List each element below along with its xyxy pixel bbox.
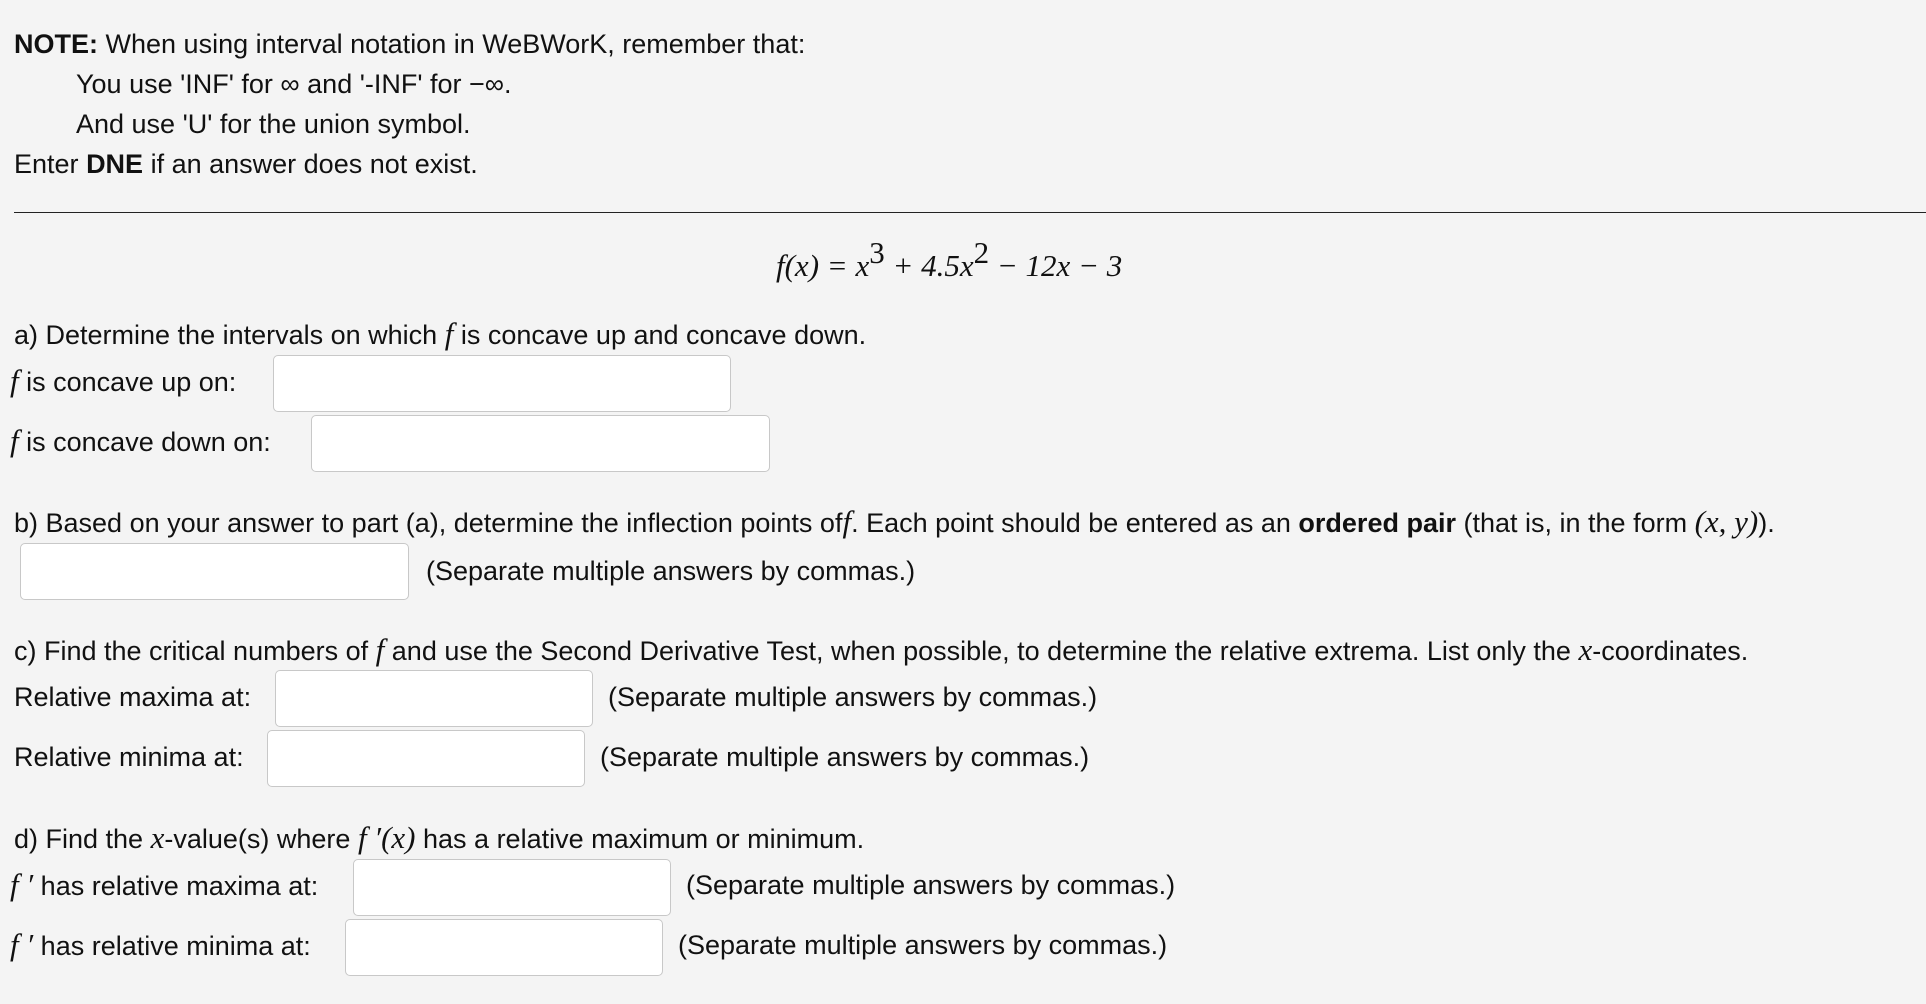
part-b-question-var: f [842,504,852,539]
relative-maxima-input[interactable] [275,670,593,727]
concave-up-var: f [10,363,19,398]
part-c-question-mid: and use the Second Derivative Test, when possible, to determine the relative extrema. List only the [391,636,1571,666]
note-dne-word: DNE [86,149,144,179]
part-b-question-bold: ordered pair [1298,508,1456,538]
part-b-question-form: (x, y) [1694,504,1759,539]
part-b-question-end: ). [1758,508,1775,538]
concave-down-text: is concave down on: [26,427,271,457]
fprime-minima-hint: (Separate multiple answers by commas.) [678,930,1168,960]
part-c-question-post: -coordinates. [1592,636,1749,666]
relative-minima-hint: (Separate multiple answers by commas.) [600,742,1090,772]
part-d-question [14,822,864,855]
note-line-union: And use 'U' for the union symbol. [76,109,471,139]
part-c-question-pre: c) Find the critical numbers of [14,636,369,666]
fprime-minima-label [10,929,311,962]
concave-down-label [10,425,271,458]
note-intro-text: When using interval notation in WeBWorK, remember that: [105,29,806,59]
fprime-maxima-hint: (Separate multiple answers by commas.) [686,870,1176,900]
part-b-question-mid: . Each point should be entered as an [851,508,1291,538]
function-formula [776,235,1123,285]
part-d-question-post: has a relative maximum or minimum. [423,824,865,854]
inflection-points-hint: (Separate multiple answers by commas.) [426,556,916,586]
part-a-question-post: is concave up and concave down. [460,320,867,350]
fprime-maxima-text: has relative maxima at: [40,871,319,901]
note-dne [14,148,478,180]
fprime-minima-text: has relative minima at: [40,931,311,961]
fprime-minima-var: f ′ [10,927,34,962]
note-title: NOTE: [14,29,98,59]
concave-down-var: f [10,423,19,458]
formula-rest: − 12x − 3 [989,248,1123,283]
divider [14,212,1926,213]
relative-minima-label: Relative minima at: [14,742,244,772]
part-c-question [14,634,1748,667]
part-b-question [14,506,1775,539]
part-b-question-post: (that is, in the form [1463,508,1688,538]
note-dne-post: if an answer does not exist. [150,149,478,179]
note-line-infinity: You use 'INF' for ∞ and '-INF' for −∞. [76,69,512,99]
formula-exp1: 3 [869,235,885,270]
concave-up-label [10,365,236,398]
part-d-question-x: x [150,820,165,855]
part-c-question-x: x [1578,632,1593,667]
relative-maxima-hint: (Separate multiple answers by commas.) [608,682,1098,712]
inflection-points-input[interactable] [20,543,409,600]
part-b-question-pre: b) Based on your answer to part (a), determine the inflection points of [14,508,843,538]
fprime-maxima-input[interactable] [353,859,671,916]
part-a-question-pre: a) Determine the intervals on which [14,320,438,350]
concave-up-text: is concave up on: [26,367,237,397]
note-dne-pre: Enter [14,149,79,179]
relative-minima-input[interactable] [267,730,585,787]
part-d-question-mid: -value(s) where [164,824,351,854]
fprime-maxima-label [10,869,318,902]
formula-exp2: 2 [973,235,990,270]
relative-maxima-label: Relative maxima at: [14,682,252,712]
concave-up-input[interactable] [273,355,731,412]
part-d-question-pre: d) Find the [14,824,144,854]
formula-mid: + 4.5x [884,248,974,283]
part-c-question-var: f [375,632,385,667]
part-a-question-var: f [444,316,454,351]
concave-down-input[interactable] [311,415,770,472]
note-intro [14,28,805,60]
fprime-maxima-var: f ′ [10,867,34,902]
part-a-question [14,318,866,351]
part-d-question-fp: f ′(x) [357,820,416,855]
formula-lhs: f(x) = x [776,248,870,283]
fprime-minima-input[interactable] [345,919,663,976]
